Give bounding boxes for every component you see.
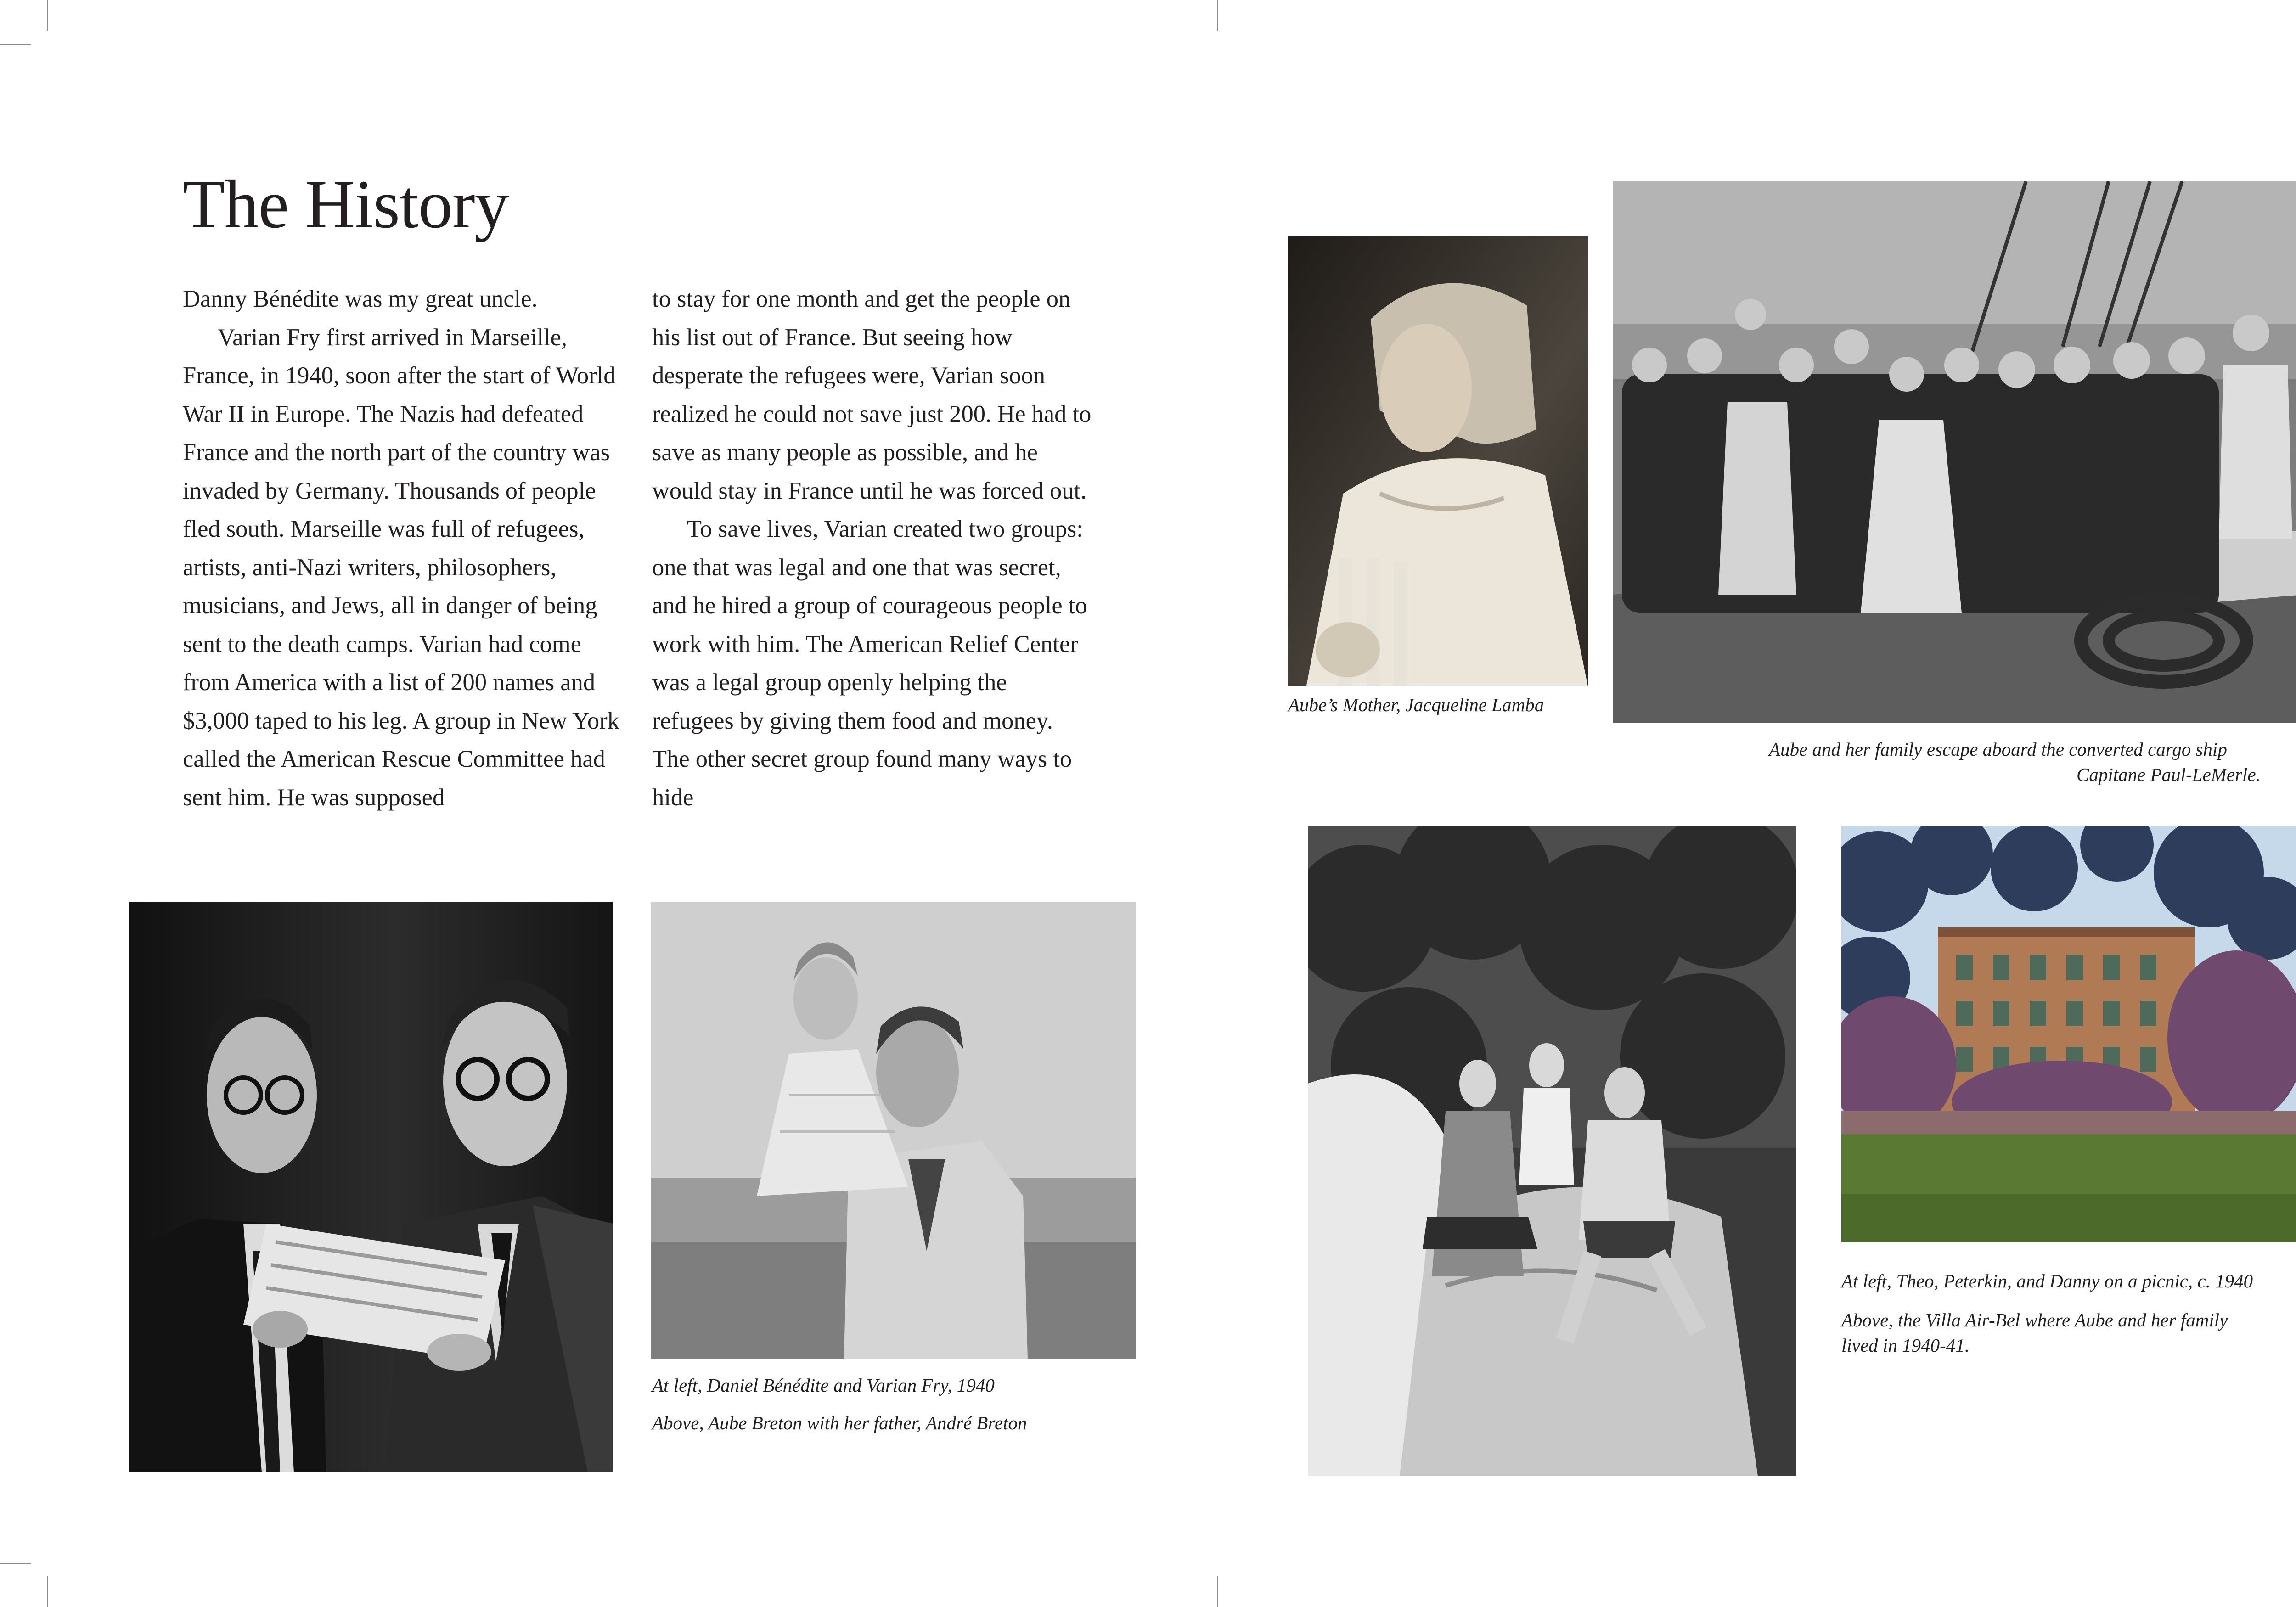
text-column-left — [183, 280, 624, 817]
photo-jacqueline-lamba — [1288, 236, 1588, 686]
crop-mark — [47, 1576, 48, 1607]
caption-ship-line2: Capitane Paul-LeMerle. — [2077, 764, 2261, 785]
photo-villa-air-bel — [1841, 826, 2296, 1242]
caption-picnic: At left, Theo, Peterkin, and Danny on a picnic, c. 1940 — [1841, 1270, 2253, 1292]
paragraph: Varian Fry first arrived in Marseille, France, in 1940, soon after the start of World War II in Europe. The Nazis had defeated France and the north part of the country was invaded by Germany. Thousands of people fled south. Marseille was full of refugees, artists, anti-Nazi writers, philosophers, musicians, and Jews, all in danger of being sent to the death camps. Varian had come from America with a list of 200 names and $3,000 taped to his leg. A group in New York called the American Rescue Committee had sent him. He was supposed — [183, 324, 619, 811]
caption-villa-line1: Above, the Villa Air-Bel where Aube and her family — [1841, 1309, 2228, 1331]
page-title: The History — [183, 166, 509, 242]
crop-mark — [1217, 1576, 1218, 1607]
photo-picnic — [1308, 826, 1796, 1476]
crop-mark — [1217, 0, 1218, 31]
paragraph: Danny Bénédite was my great uncle. — [183, 286, 538, 312]
paragraph: To save lives, Varian created two groups: one that was legal and one that was secret, and he hired a group of courageous people to work with him. The American Relief Center was a legal group openly helping the refugees by giving them food and money. The other secret group found many ways to hide — [652, 516, 1087, 811]
text-column-right — [652, 280, 1093, 817]
photo-aube-and-andre — [651, 902, 1136, 1359]
caption-aube-andre: Above, Aube Breton with her father, André Breton — [652, 1412, 1027, 1433]
paragraph: to stay for one month and get the people on his list out of France. But seeing how desperate the refugees were, Varian soon realized he could not save just 200. He had to save as many people as possible, and he would stay in France until he was forced out. — [652, 286, 1092, 504]
crop-mark — [0, 1563, 31, 1564]
caption-villa-line2: lived in 1940-41. — [1841, 1335, 1970, 1356]
photo-cargo-ship-refugees — [1613, 181, 2296, 723]
caption-ship-line1: Aube and her family escape aboard the converted cargo ship — [1769, 739, 2227, 760]
crop-mark — [0, 44, 31, 45]
photo-daniel-and-varian — [129, 902, 613, 1472]
crop-mark — [47, 0, 48, 31]
caption-jacqueline: Aube’s Mother, Jacqueline Lamba — [1288, 694, 1544, 715]
caption-daniel-varian: At left, Daniel Bénédite and Varian Fry, 1940 — [652, 1375, 995, 1396]
